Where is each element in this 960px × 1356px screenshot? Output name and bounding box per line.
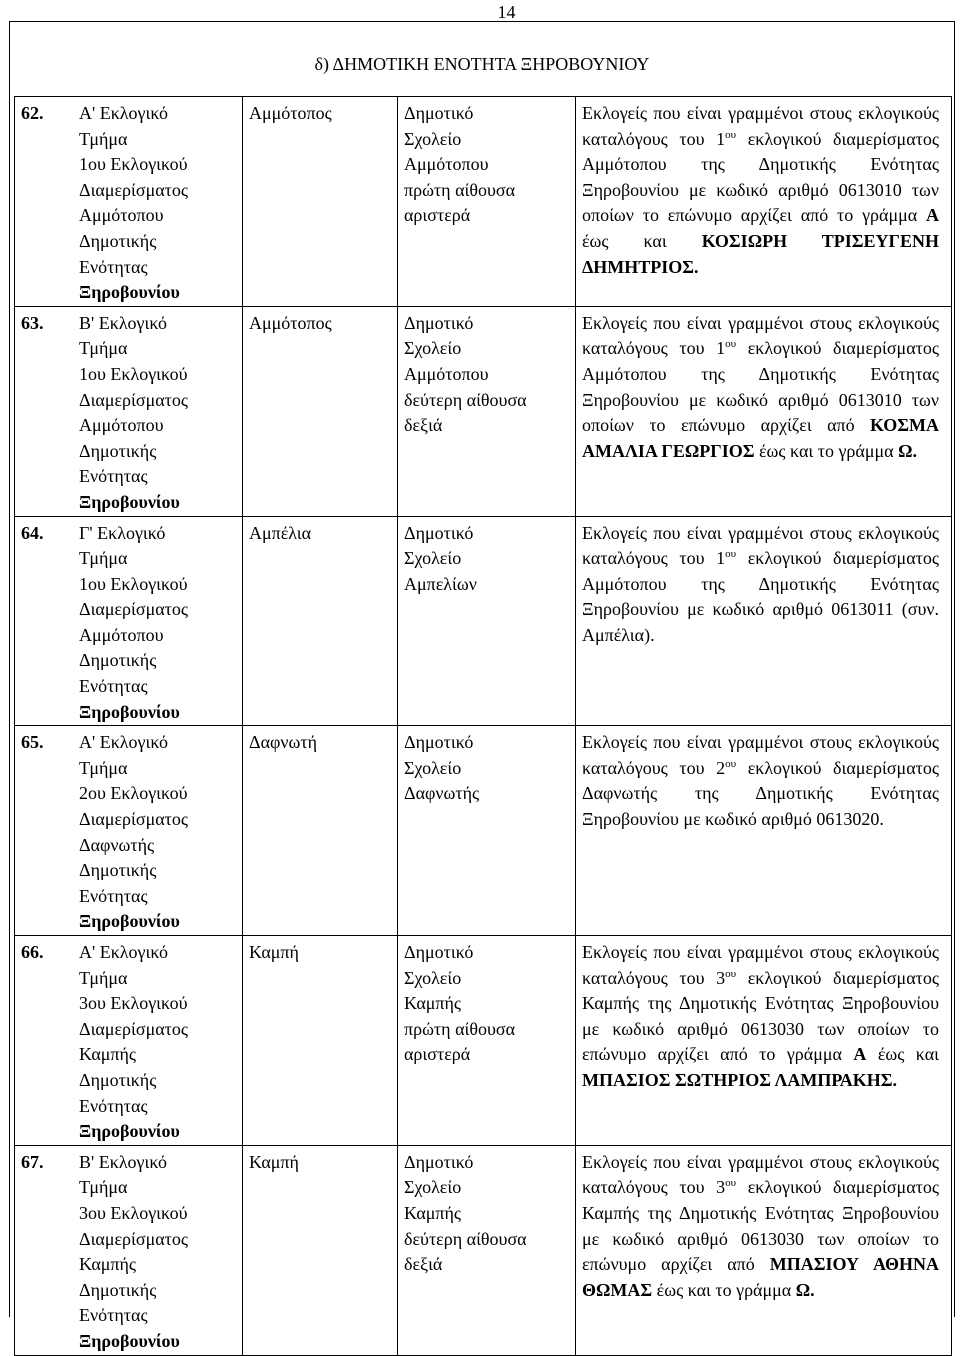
description-text: Εκλογείς που είναι γραμμένοι στους εκλογικούς καταλόγους του 3: [582, 1151, 939, 1198]
section-line: Διαμερίσματος: [79, 1228, 189, 1249]
place-name: Αμπέλια: [249, 522, 312, 543]
section-line: Δημοτικής: [79, 440, 157, 461]
section-line: Ενότητας: [79, 256, 148, 277]
station-line: Δημοτικό: [404, 942, 474, 962]
station-line: Καμπής: [404, 993, 462, 1014]
section-line: Β' Εκλογικό: [79, 312, 168, 333]
station-line: Αμμότοπου: [404, 154, 489, 175]
description-text: εκλογικού διαμερίσματος Δαφνωτής της Δημοτικής Ενότητας Ξηροβουνίου με κωδικό αριθμό 0613020.: [582, 757, 939, 830]
section-cell: [15, 516, 243, 726]
place-name: Αμμότοπος: [249, 312, 332, 333]
section-line: 3ου Εκλογικού: [79, 993, 188, 1014]
section-line: Ενότητας: [79, 676, 148, 697]
section-line: Δημοτικής: [79, 650, 157, 671]
description-cell: [576, 306, 952, 516]
section-line: Δαφνωτής: [79, 834, 155, 855]
station-line: δεύτερη αίθουσα: [404, 389, 527, 410]
section-line: Διαμερίσματος: [79, 599, 189, 620]
section-line-bold: Ξηροβουνίου: [79, 491, 180, 512]
section-line: Α' Εκλογικό: [79, 942, 169, 962]
place-cell: [243, 516, 398, 726]
section-line: 3ου Εκλογικού: [79, 1202, 188, 1223]
polling-stations-table: [14, 96, 952, 1356]
row-number: 66.: [21, 942, 44, 962]
table-row: [15, 1145, 952, 1355]
station-cell: [398, 936, 576, 1146]
place-cell: [243, 726, 398, 936]
section-line: Διαμερίσματος: [79, 389, 189, 410]
ordinal-suffix: ου: [725, 548, 737, 561]
section-line-bold: Ξηροβουνίου: [79, 1330, 180, 1351]
section-line: 1ου Εκλογικού: [79, 363, 188, 384]
description-cell: [576, 1145, 952, 1355]
section-line: Τμήμα: [79, 128, 128, 149]
section-line: Δημοτικής: [79, 1279, 157, 1300]
description-bold: Ω.: [795, 1279, 815, 1300]
section-line: Διαμερίσματος: [79, 179, 189, 200]
station-line: Δημοτικό: [404, 732, 474, 753]
section-cell: [15, 306, 243, 516]
description-text: έως και: [582, 230, 702, 251]
row-number: 65.: [21, 732, 44, 753]
station-line: Δημοτικό: [404, 522, 474, 543]
section-line: Ενότητας: [79, 885, 148, 906]
description-text: Εκλογείς που είναι γραμμένοι στους εκλογικούς καταλόγους του 2: [582, 732, 939, 778]
section-line: Α' Εκλογικό: [79, 732, 169, 753]
station-line: δεύτερη αίθουσα: [404, 1228, 527, 1249]
table-row: [15, 97, 952, 307]
station-line: Δημοτικό: [404, 312, 474, 333]
station-cell: [398, 306, 576, 516]
section-line: Τμήμα: [79, 1177, 128, 1198]
section-line: Α' Εκλογικό: [79, 103, 169, 123]
station-line: πρώτη αίθουσα: [404, 179, 516, 200]
station-line: Δαφνωτής: [404, 783, 480, 804]
section-line: Καμπής: [79, 1044, 137, 1065]
section-line: Γ' Εκλογικό: [79, 522, 166, 543]
section-line: Β' Εκλογικό: [79, 1151, 168, 1172]
description-text: Εκλογείς που είναι γραμμένοι στους εκλογικούς καταλόγους του 1: [582, 103, 939, 149]
ordinal-suffix: ου: [725, 967, 737, 980]
place-cell: [243, 306, 398, 516]
section-line: Αμμότοπου: [79, 205, 164, 226]
description-text: εκλογικού διαμερίσματος Αμμότοπου της Δημοτικής Ενότητας Ξηροβουνίου με κωδικό αριθμό 0613011 (συν. Αμπέλια).: [582, 548, 939, 645]
station-line: δεξιά: [404, 1254, 443, 1275]
station-line: δεξιά: [404, 415, 443, 436]
section-line: Διαμερίσματος: [79, 1018, 189, 1039]
station-line: Αμμότοπου: [404, 363, 489, 384]
table-body: [15, 97, 952, 1356]
section-cell: [15, 97, 243, 307]
station-line: Αμπελίων: [404, 573, 477, 594]
station-line: Δημοτικό: [404, 103, 474, 123]
description-text: έως και το γράμμα: [652, 1279, 796, 1300]
table-row: [15, 936, 952, 1146]
row-number: 64.: [21, 522, 44, 543]
place-cell: [243, 97, 398, 307]
section-cell: [15, 726, 243, 936]
description-bold: ΜΠΑΣΙΟΥ ΑΘΗΝΑ ΘΩΜΑΣ: [582, 1254, 939, 1300]
section-line: Ενότητας: [79, 1095, 148, 1116]
section-line: 2ου Εκλογικού: [79, 783, 188, 804]
table-row: [15, 306, 952, 516]
description-text: έως και: [866, 1044, 939, 1065]
station-line: Καμπής: [404, 1202, 462, 1223]
section-line-bold: Ξηροβουνίου: [79, 911, 180, 932]
place-name: Αμμότοπος: [249, 103, 332, 123]
page-number: 14: [497, 2, 516, 22]
section-title: δ) ΔΗΜΟΤΙΚΗ ΕΝΟΤΗΤΑ ΞΗΡΟΒΟΥΝΙΟΥ: [314, 54, 650, 74]
station-line: πρώτη αίθουσα: [404, 1018, 516, 1039]
section-line-bold: Ξηροβουνίου: [79, 282, 180, 303]
description-bold: Ω.: [898, 440, 917, 461]
ordinal-suffix: ου: [725, 128, 737, 141]
description-cell: [576, 97, 952, 307]
station-line: Σχολείο: [404, 967, 462, 988]
section-line-bold: Ξηροβουνίου: [79, 1121, 180, 1142]
place-cell: [243, 1145, 398, 1355]
section-line: Καμπής: [79, 1254, 137, 1275]
section-line: Δημοτικής: [79, 860, 157, 881]
station-line: Σχολείο: [404, 757, 462, 778]
section-line: Ενότητας: [79, 1305, 148, 1326]
description-cell: [576, 936, 952, 1146]
section-line: Δημοτικής: [79, 230, 157, 251]
station-cell: [398, 97, 576, 307]
station-line: Σχολείο: [404, 548, 462, 569]
place-name: Καμπή: [249, 942, 299, 962]
description-text: Εκλογείς που είναι γραμμένοι στους εκλογικούς καταλόγους του 1: [582, 312, 939, 359]
row-number: 62.: [21, 103, 44, 123]
place-name: Δαφνωτή: [249, 732, 318, 753]
description-text: έως και το γράμμα: [754, 440, 899, 461]
section-line: Τμήμα: [79, 967, 128, 988]
station-line: Σχολείο: [404, 1177, 462, 1198]
description-bold: ΚΟΣΙΩΡΗ ΤΡΙΣΕΥΓΕΝΗ ΔΗΜΗΤΡΙΟΣ.: [582, 230, 939, 277]
section-line: Ενότητας: [79, 466, 148, 487]
row-number: 67.: [21, 1151, 44, 1172]
description-cell: [576, 516, 952, 726]
station-cell: [398, 1145, 576, 1355]
section-cell: [15, 1145, 243, 1355]
description-text: Εκλογείς που είναι γραμμένοι στους εκλογικούς καταλόγους του 1: [582, 522, 939, 569]
place-cell: [243, 936, 398, 1146]
section-line: Τμήμα: [79, 757, 128, 778]
section-line: 1ου Εκλογικού: [79, 573, 188, 594]
station-line: Σχολείο: [404, 338, 462, 359]
section-line: Διαμερίσματος: [79, 809, 189, 830]
description-text: εκλογικού διαμερίσματος Αμμότοπου της Δημοτικής Ενότητας Ξηροβουνίου με κωδικό αριθμό 0613010 των οποίων το επώνυμο αρχίζει από: [582, 338, 939, 436]
section-line: 1ου Εκλογικού: [79, 154, 188, 175]
description-bold: Α: [853, 1044, 867, 1065]
place-name: Καμπή: [249, 1151, 299, 1172]
station-line: αριστερά: [404, 205, 471, 226]
section-cell: [15, 936, 243, 1146]
description-text: εκλογικού διαμερίσματος Καμπής της Δημοτικής Ενότητας Ξηροβουνίου με κωδικό αριθμό 0613030 των οποίων το επώνυμο αρχίζει από το γράμμα: [582, 967, 939, 1065]
station-cell: [398, 516, 576, 726]
section-line: Τμήμα: [79, 338, 128, 359]
section-line: Αμμότοπου: [79, 624, 164, 645]
description-bold: Α: [926, 205, 939, 226]
table-row: [15, 516, 952, 726]
row-number: 63.: [21, 312, 44, 333]
station-line: Δημοτικό: [404, 1151, 474, 1172]
station-cell: [398, 726, 576, 936]
description-text: Εκλογείς που είναι γραμμένοι στους εκλογικούς καταλόγους του 3: [582, 942, 939, 988]
ordinal-suffix: ου: [725, 338, 737, 351]
description-text: εκλογικού διαμερίσματος Καμπής της Δημοτικής Ενότητας Ξηροβουνίου με κωδικό αριθμό 0613030 των οποίων το επώνυμο αρχίζει από: [582, 1177, 939, 1275]
description-text: εκλογικού διαμερίσματος Αμμότοπου της Δημοτικής Ενότητας Ξηροβουνίου με κωδικό αριθμό 0613010 των οποίων το επώνυμο αρχίζει από το γράμμα: [582, 128, 939, 226]
section-line-bold: Ξηροβουνίου: [79, 701, 180, 722]
station-line: Σχολείο: [404, 128, 462, 149]
ordinal-suffix: ου: [725, 757, 737, 770]
description-bold: ΜΠΑΣΙΟΣ ΣΩΤΗΡΙΟΣ ΛΑΜΠΡΑΚΗΣ.: [582, 1069, 898, 1090]
section-line: Αμμότοπου: [79, 415, 164, 436]
description-cell: [576, 726, 952, 936]
section-line: Δημοτικής: [79, 1069, 157, 1090]
section-line: Τμήμα: [79, 548, 128, 569]
station-line: αριστερά: [404, 1044, 471, 1065]
description-bold: ΚΟΣΜΑ ΑΜΑΛΙΑ ΓΕΩΡΓΙΟΣ: [582, 415, 939, 461]
table-row: [15, 726, 952, 936]
ordinal-suffix: ου: [725, 1177, 737, 1190]
